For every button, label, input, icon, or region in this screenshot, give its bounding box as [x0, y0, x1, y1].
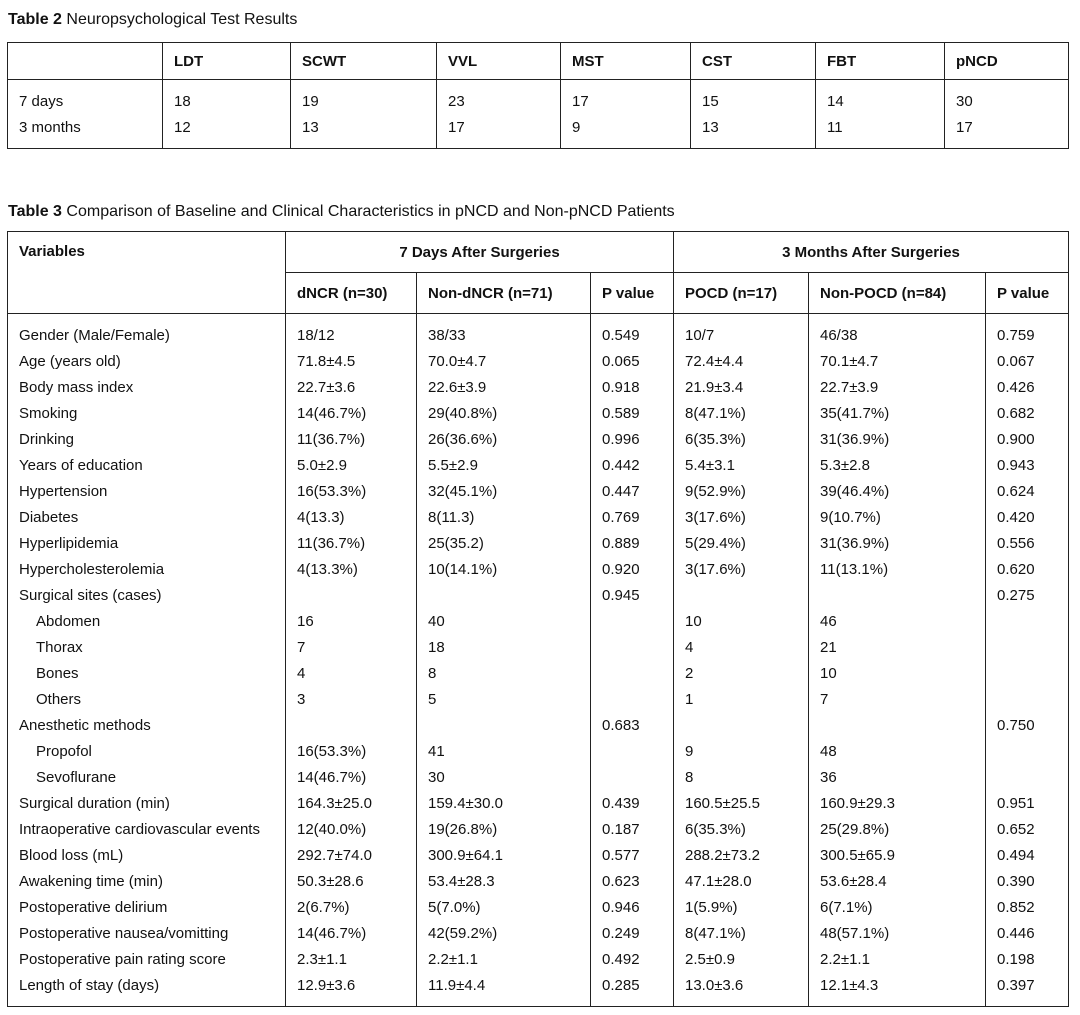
table-cell: 0.442 [591, 452, 674, 478]
table-row [8, 400, 1069, 426]
table-cell: 12.1±4.3 [809, 972, 986, 1007]
table2-column-header: FBT [816, 43, 945, 80]
table-cell: 160.9±29.3 [809, 790, 986, 816]
table-cell: 12 [163, 114, 291, 149]
table3-column-header: P value [591, 273, 674, 314]
variable-label: Propofol [36, 742, 92, 760]
table-row [8, 660, 1069, 686]
table-cell: 13.0±3.6 [674, 972, 809, 1007]
table-cell: 300.9±64.1 [417, 842, 591, 868]
table-cell: 0.889 [591, 530, 674, 556]
table-cell [986, 634, 1069, 660]
table-cell: 38/33 [417, 314, 591, 349]
table-row [8, 114, 1069, 149]
group-header-7-days: 7 Days After Surgeries [286, 232, 674, 273]
table-row [8, 764, 1069, 790]
table-cell: 164.3±25.0 [286, 790, 417, 816]
table-cell: 7 [809, 686, 986, 712]
variable-label: Body mass index [19, 378, 134, 396]
table-cell: 22.7±3.9 [809, 374, 986, 400]
table-cell: 36 [809, 764, 986, 790]
variable-label: Others [36, 690, 82, 708]
table-cell: 46/38 [809, 314, 986, 349]
table-cell: 288.2±73.2 [674, 842, 809, 868]
variable-label: Sevoflurane [36, 768, 117, 786]
table-cell: 14(46.7%) [286, 400, 417, 426]
table-cell: 3 [286, 686, 417, 712]
table-cell: 8 [417, 660, 591, 686]
table-cell: 42(59.2%) [417, 920, 591, 946]
table-cell: 0.390 [986, 868, 1069, 894]
variable-label: Length of stay (days) [19, 976, 160, 994]
table-cell: 0.920 [591, 556, 674, 582]
table-row [8, 556, 1069, 582]
table-cell: 0.065 [591, 348, 674, 374]
table-cell: 35(41.7%) [809, 400, 986, 426]
table-cell [417, 582, 591, 608]
table-cell [286, 582, 417, 608]
table-cell: 25(35.2) [417, 530, 591, 556]
table-cell: 0.620 [986, 556, 1069, 582]
table2-body [8, 80, 1069, 149]
table2-column-header: SCWT [291, 43, 437, 80]
table-cell [417, 712, 591, 738]
table-cell: 0.652 [986, 816, 1069, 842]
table2-column-header: CST [691, 43, 816, 80]
table-cell [591, 634, 674, 660]
variable-label: Hypertension [19, 482, 108, 500]
table-cell: 10 [809, 660, 986, 686]
table-cell: 41 [417, 738, 591, 764]
row-label: 7 days [19, 92, 64, 110]
table-cell: 0.577 [591, 842, 674, 868]
table-cell: 0.759 [986, 314, 1069, 349]
table-row [8, 530, 1069, 556]
table-cell: 0.951 [986, 790, 1069, 816]
table-cell: 6(35.3%) [674, 426, 809, 452]
table-row [8, 314, 1069, 349]
table-cell: 46 [809, 608, 986, 634]
table-row [8, 608, 1069, 634]
group-header-3-months: 3 Months After Surgeries [674, 232, 1069, 273]
table-cell: 11.9±4.4 [417, 972, 591, 1007]
table-cell: 4 [286, 660, 417, 686]
table-cell: 0.589 [591, 400, 674, 426]
table-cell: 4 [674, 634, 809, 660]
table3-group-header-row [8, 232, 1069, 273]
variable-label: Surgical duration (min) [19, 794, 170, 812]
table-cell: 22.7±3.6 [286, 374, 417, 400]
table-cell [674, 712, 809, 738]
table-row [8, 790, 1069, 816]
variable-label: Gender (Male/Female) [19, 326, 170, 344]
table-cell: 2.2±1.1 [417, 946, 591, 972]
variable-label: Smoking [19, 404, 78, 422]
table-cell: 4(13.3%) [286, 556, 417, 582]
variable-label: Surgical sites (cases) [19, 586, 162, 604]
table-cell: 11(13.1%) [809, 556, 986, 582]
variable-label: Intraoperative cardiovascular events [19, 820, 260, 838]
table-cell: 2(6.7%) [286, 894, 417, 920]
table-cell: 0.769 [591, 504, 674, 530]
table-row [8, 478, 1069, 504]
table-cell: 32(45.1%) [417, 478, 591, 504]
table-cell: 70.1±4.7 [809, 348, 986, 374]
table-cell: 13 [291, 114, 437, 149]
table-cell: 160.5±25.5 [674, 790, 809, 816]
table3-column-header: Non-dNCR (n=71) [417, 273, 591, 314]
table-cell: 2.3±1.1 [286, 946, 417, 972]
table-row [8, 582, 1069, 608]
variable-label: Postoperative delirium [19, 898, 168, 916]
table-cell: 2.5±0.9 [674, 946, 809, 972]
table-cell: 18 [417, 634, 591, 660]
table-cell: 70.0±4.7 [417, 348, 591, 374]
table-cell: 9 [561, 114, 691, 149]
table-cell: 2.2±1.1 [809, 946, 986, 972]
table-cell: 18/12 [286, 314, 417, 349]
variable-label: Diabetes [19, 508, 79, 526]
table-row [8, 868, 1069, 894]
table-row [8, 946, 1069, 972]
table3-column-header: dNCR (n=30) [286, 273, 417, 314]
table-cell: 22.6±3.9 [417, 374, 591, 400]
table-row [8, 712, 1069, 738]
table-row [8, 504, 1069, 530]
variable-label: Awakening time (min) [19, 872, 163, 890]
table-row [8, 80, 1069, 115]
table3 [7, 231, 1069, 1007]
table-cell: 300.5±65.9 [809, 842, 986, 868]
table-cell [591, 738, 674, 764]
table-cell: 14(46.7%) [286, 920, 417, 946]
table-cell: 5 [417, 686, 591, 712]
table-cell [591, 764, 674, 790]
table-cell: 5(29.4%) [674, 530, 809, 556]
table-cell: 11(36.7%) [286, 426, 417, 452]
table-cell: 8(47.1%) [674, 920, 809, 946]
table-cell: 50.3±28.6 [286, 868, 417, 894]
table-cell: 0.945 [591, 582, 674, 608]
table-cell: 19 [291, 80, 437, 115]
variable-label: Hyperlipidemia [19, 534, 119, 552]
table-cell: 1 [674, 686, 809, 712]
table-cell: 159.4±30.0 [417, 790, 591, 816]
table-cell: 0.556 [986, 530, 1069, 556]
table3-label: Table 3 [8, 203, 62, 220]
table-row [8, 634, 1069, 660]
table2-column-header [8, 43, 163, 80]
table-cell: 3(17.6%) [674, 556, 809, 582]
table-cell: 0.397 [986, 972, 1069, 1007]
variable-label: Blood loss (mL) [19, 846, 124, 864]
variable-label: Thorax [36, 638, 83, 656]
table-cell: 16(53.3%) [286, 738, 417, 764]
table-cell: 23 [437, 80, 561, 115]
table-cell: 12(40.0%) [286, 816, 417, 842]
table-row [8, 426, 1069, 452]
table2-title: Neuropsychological Test Results [66, 11, 298, 28]
table-cell: 7 [286, 634, 417, 660]
table3-body [8, 314, 1069, 1007]
table-cell: 14 [816, 80, 945, 115]
table-cell: 0.943 [986, 452, 1069, 478]
table-cell: 0.492 [591, 946, 674, 972]
table-row [8, 816, 1069, 842]
table-cell: 0.683 [591, 712, 674, 738]
table-cell: 1(5.9%) [674, 894, 809, 920]
table-cell [986, 738, 1069, 764]
table-cell: 0.187 [591, 816, 674, 842]
table-row [8, 374, 1069, 400]
table-cell: 2 [674, 660, 809, 686]
table-cell: 0.624 [986, 478, 1069, 504]
table-row [8, 686, 1069, 712]
table-cell: 10(14.1%) [417, 556, 591, 582]
table-cell: 0.275 [986, 582, 1069, 608]
table-row [8, 894, 1069, 920]
table-cell: 12.9±3.6 [286, 972, 417, 1007]
row-label: 3 months [19, 118, 81, 136]
table-cell: 11(36.7%) [286, 530, 417, 556]
table-cell: 292.7±74.0 [286, 842, 417, 868]
table-cell: 39(46.4%) [809, 478, 986, 504]
table-cell: 14(46.7%) [286, 764, 417, 790]
table-cell: 0.996 [591, 426, 674, 452]
table-cell: 40 [417, 608, 591, 634]
table2-column-header: LDT [163, 43, 291, 80]
table2 [7, 42, 1069, 149]
table-cell: 0.682 [986, 400, 1069, 426]
variable-label: Postoperative pain rating score [19, 950, 226, 968]
table-cell: 71.8±4.5 [286, 348, 417, 374]
table2-caption [8, 10, 297, 30]
table-row [8, 452, 1069, 478]
table2-column-header: VVL [437, 43, 561, 80]
table-cell: 29(40.8%) [417, 400, 591, 426]
table-cell: 6(35.3%) [674, 816, 809, 842]
table-cell: 19(26.8%) [417, 816, 591, 842]
variable-label: Years of education [19, 456, 143, 474]
table-cell: 15 [691, 80, 816, 115]
table-cell: 25(29.8%) [809, 816, 986, 842]
table-cell: 53.6±28.4 [809, 868, 986, 894]
table-cell: 17 [437, 114, 561, 149]
table-cell: 21.9±3.4 [674, 374, 809, 400]
table-cell: 16 [286, 608, 417, 634]
table3-column-header: P value [986, 273, 1069, 314]
table-cell: 10/7 [674, 314, 809, 349]
table3-column-header: POCD (n=17) [674, 273, 809, 314]
table-cell: 0.198 [986, 946, 1069, 972]
table-cell: 0.852 [986, 894, 1069, 920]
variable-label: Drinking [19, 430, 75, 448]
table-cell: 21 [809, 634, 986, 660]
table3-column-header: Non-POCD (n=84) [809, 273, 986, 314]
table2-column-header: pNCD [945, 43, 1069, 80]
table-cell: 6(7.1%) [809, 894, 986, 920]
variable-label: Postoperative nausea/vomitting [19, 924, 229, 942]
table-cell [591, 660, 674, 686]
table-cell: 53.4±28.3 [417, 868, 591, 894]
table2-header-row [8, 43, 1069, 80]
table-cell: 72.4±4.4 [674, 348, 809, 374]
table-cell: 5.5±2.9 [417, 452, 591, 478]
table-cell: 0.494 [986, 842, 1069, 868]
table-cell: 0.285 [591, 972, 674, 1007]
table-cell [986, 686, 1069, 712]
table-cell: 17 [945, 114, 1069, 149]
table-cell: 5(7.0%) [417, 894, 591, 920]
table-cell: 8(47.1%) [674, 400, 809, 426]
table-cell: 0.623 [591, 868, 674, 894]
table-cell [591, 608, 674, 634]
table-cell: 9(52.9%) [674, 478, 809, 504]
table-cell: 0.426 [986, 374, 1069, 400]
table-row [8, 972, 1069, 1007]
table-cell: 4(13.3) [286, 504, 417, 530]
table3-caption [8, 202, 675, 222]
table-cell [809, 712, 986, 738]
table-cell [809, 582, 986, 608]
table-cell: 0.549 [591, 314, 674, 349]
variable-label: Age (years old) [19, 352, 121, 370]
table-cell [986, 660, 1069, 686]
table-cell [986, 608, 1069, 634]
variable-label: Hypercholesterolemia [19, 560, 165, 578]
table-cell: 13 [691, 114, 816, 149]
table-cell: 18 [163, 80, 291, 115]
table-cell: 17 [561, 80, 691, 115]
table-cell: 0.420 [986, 504, 1069, 530]
table-cell: 5.4±3.1 [674, 452, 809, 478]
table-cell: 0.446 [986, 920, 1069, 946]
variable-label: Bones [36, 664, 79, 682]
table-cell: 30 [417, 764, 591, 790]
table-row [8, 842, 1069, 868]
table-cell: 3(17.6%) [674, 504, 809, 530]
table-cell: 16(53.3%) [286, 478, 417, 504]
table-cell: 0.946 [591, 894, 674, 920]
table-cell [286, 712, 417, 738]
table2-column-header: MST [561, 43, 691, 80]
table-row [8, 348, 1069, 374]
table-cell: 9 [674, 738, 809, 764]
table-row [8, 920, 1069, 946]
table-cell: 0.918 [591, 374, 674, 400]
table-cell: 0.439 [591, 790, 674, 816]
table-cell: 0.447 [591, 478, 674, 504]
table-cell: 10 [674, 608, 809, 634]
table-cell: 48(57.1%) [809, 920, 986, 946]
table-cell [674, 582, 809, 608]
table-cell: 0.249 [591, 920, 674, 946]
table-cell: 0.750 [986, 712, 1069, 738]
table-row [8, 738, 1069, 764]
table-cell: 48 [809, 738, 986, 764]
table-cell [986, 764, 1069, 790]
table-cell: 8 [674, 764, 809, 790]
table-cell: 26(36.6%) [417, 426, 591, 452]
table-cell: 31(36.9%) [809, 530, 986, 556]
table-cell: 5.0±2.9 [286, 452, 417, 478]
variable-label: Anesthetic methods [19, 716, 151, 734]
variable-label: Abdomen [36, 612, 101, 630]
table2-label: Table 2 [8, 11, 62, 28]
table-cell: 0.067 [986, 348, 1069, 374]
table-cell: 31(36.9%) [809, 426, 986, 452]
table-cell: 30 [945, 80, 1069, 115]
variables-header: Variables [8, 232, 286, 314]
table-cell: 0.900 [986, 426, 1069, 452]
table-cell: 11 [816, 114, 945, 149]
table-cell: 5.3±2.8 [809, 452, 986, 478]
table-cell [591, 686, 674, 712]
table3-title: Comparison of Baseline and Clinical Characteristics in pNCD and Non-pNCD Patients [66, 203, 675, 220]
table-cell: 8(11.3) [417, 504, 591, 530]
table-cell: 47.1±28.0 [674, 868, 809, 894]
table-cell: 9(10.7%) [809, 504, 986, 530]
